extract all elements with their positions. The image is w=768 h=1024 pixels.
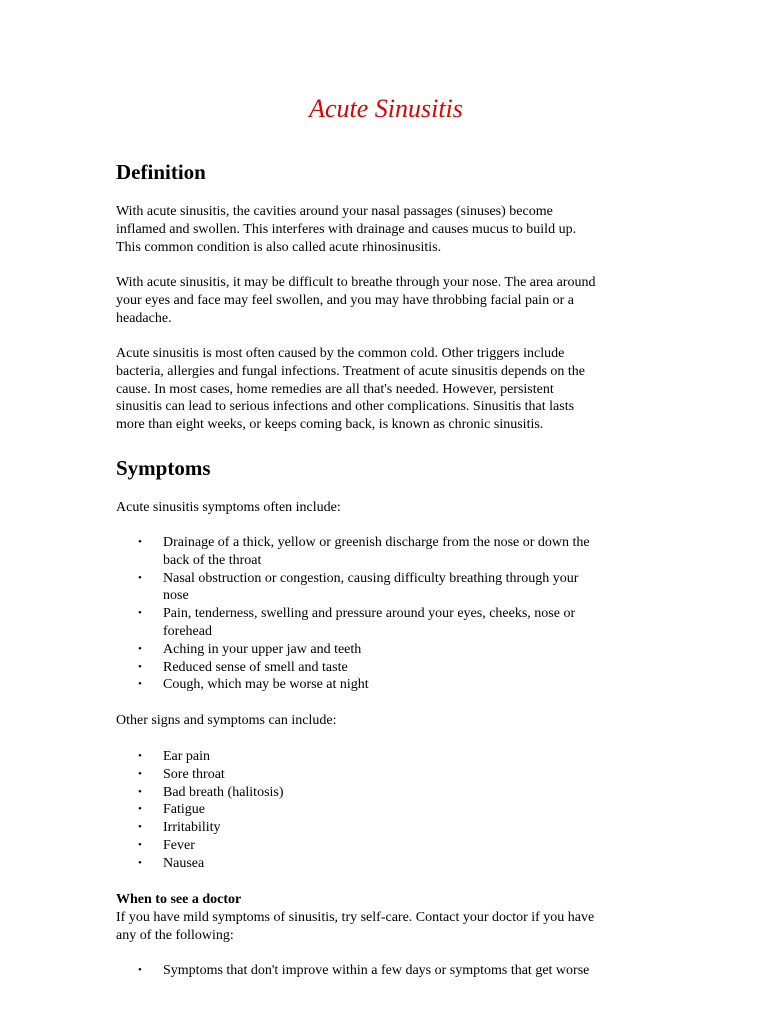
symptoms-list [116, 534, 656, 694]
list-item: • Nasal obstruction or congestion, causing difficulty breathing through your nose [116, 570, 656, 606]
list-item: • Drainage of a thick, yellow or greenish discharge from the nose or down the back of the throat [116, 534, 656, 570]
doctor-list [116, 962, 656, 980]
list-item: • Sore throat [116, 766, 656, 784]
definition-heading: Definition [116, 160, 206, 184]
other-symptoms-intro: Other signs and symptoms can include: [116, 713, 337, 728]
list-item: • Ear pain [116, 748, 656, 766]
list-item: • Fever [116, 837, 656, 855]
list-item: • Symptoms that don't improve within a few days or symptoms that get worse [116, 962, 656, 980]
list-item: • Aching in your upper jaw and teeth [116, 641, 656, 659]
list-item: • Bad breath (halitosis) [116, 784, 656, 802]
list-item: • Cough, which may be worse at night [116, 676, 656, 694]
symptoms-heading: Symptoms [116, 456, 211, 480]
list-item: • Nausea [116, 855, 656, 873]
list-item: • Pain, tenderness, swelling and pressure around your eyes, cheeks, nose or forehead [116, 605, 656, 641]
other-symptoms-list [116, 748, 656, 873]
definition-paragraph-3: Acute sinusitis is most often caused by the common cold. Other triggers include bacteria, allergies and fungal infections. Treatment of acute sinusitis depends on the cause. In most cases, home remedies are all that's needed. However, persistent sinusitis can lead to serious infections and other complications. Sinusitis that lasts more than eight weeks, or keeps coming back, is known as chronic sinusitis. [116, 346, 586, 433]
symptoms-intro: Acute sinusitis symptoms often include: [116, 500, 341, 515]
page-title: Acute Sinusitis [309, 94, 463, 123]
doctor-paragraph: If you have mild symptoms of sinusitis, try self-care. Contact your doctor if you have any of the following: [116, 910, 595, 943]
definition-paragraph-2: With acute sinusitis, it may be difficult to breathe through your nose. The area around your eyes and face may feel swollen, and you may have throbbing facial pain or a headache. [116, 275, 596, 326]
doctor-heading: When to see a doctor [116, 892, 242, 907]
list-item: • Irritability [116, 819, 656, 837]
list-item: • Reduced sense of smell and taste [116, 659, 656, 677]
list-item: • Fatigue [116, 801, 656, 819]
definition-paragraph-1: With acute sinusitis, the cavities around your nasal passages (sinuses) become inflamed and swollen. This interferes with drainage and causes mucus to build up. This common condition is also called acute rhinosinusitis. [116, 204, 577, 255]
